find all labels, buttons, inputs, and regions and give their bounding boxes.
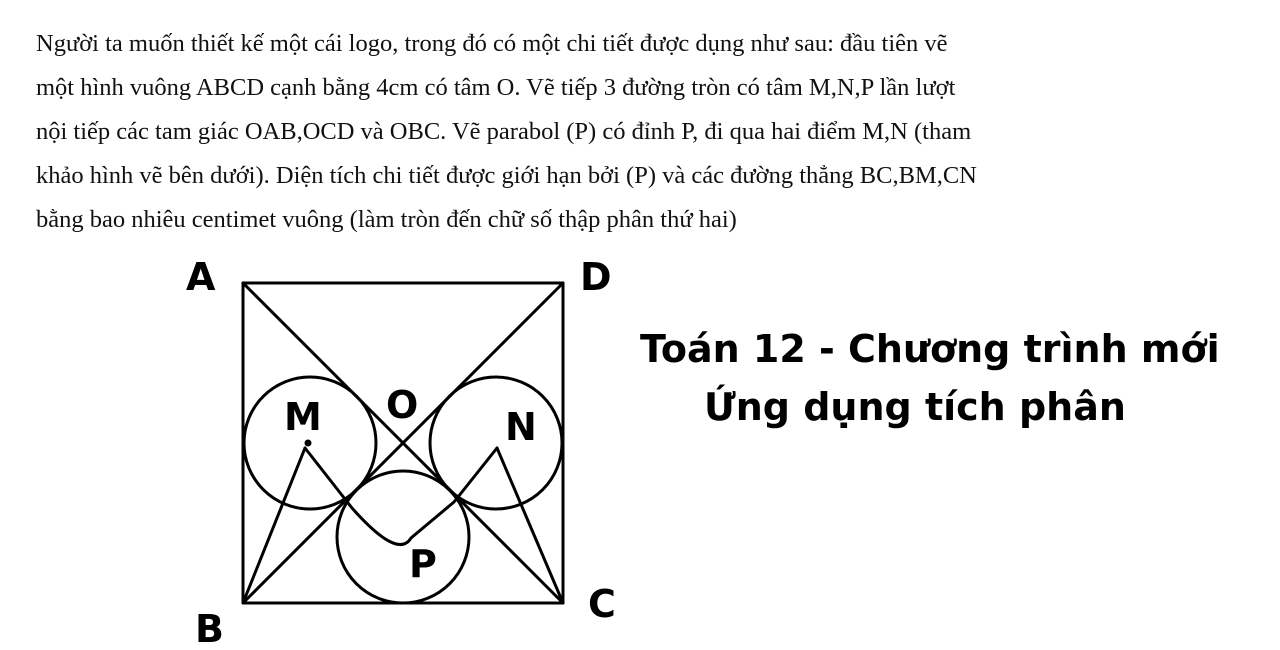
label-n: N	[505, 405, 537, 449]
problem-line: bằng bao nhiêu centimet vuông (làm tròn đến chữ số thập phân thứ hai)	[36, 206, 737, 233]
caption-course-title: Toán 12 - Chương trình mới	[640, 327, 1220, 371]
label-p: P	[409, 542, 437, 586]
problem-line: khảo hình vẽ bên dưới). Diện tích chi tiết được giới hạn bởi (P) và các đường thẳng BC,BM,CN	[36, 162, 977, 189]
problem-line: nội tiếp các tam giác OAB,OCD và OBC. Vẽ parabol (P) có đỉnh P, đi qua hai điểm M,N (tham	[36, 118, 972, 145]
label-d: D	[580, 255, 612, 299]
segment-cn	[497, 448, 563, 603]
course-caption	[640, 320, 1250, 436]
label-o: O	[386, 383, 419, 427]
label-m: M	[284, 395, 322, 439]
label-c: C	[588, 582, 616, 626]
problem-line: Người ta muốn thiết kế một cái logo, trong đó có một chi tiết được dụng như sau: đầu tiên vẽ	[36, 30, 948, 57]
caption-topic: Ứng dụng tích phân	[704, 385, 1126, 429]
problem-line: một hình vuông ABCD cạnh bằng 4cm có tâm O. Vẽ tiếp 3 đường tròn có tâm M,N,P lần lượt	[36, 74, 956, 101]
label-b: B	[195, 607, 224, 650]
incircle-p	[337, 471, 469, 603]
point-m	[305, 440, 312, 447]
segment-bm	[243, 448, 305, 603]
label-a: A	[186, 255, 216, 299]
